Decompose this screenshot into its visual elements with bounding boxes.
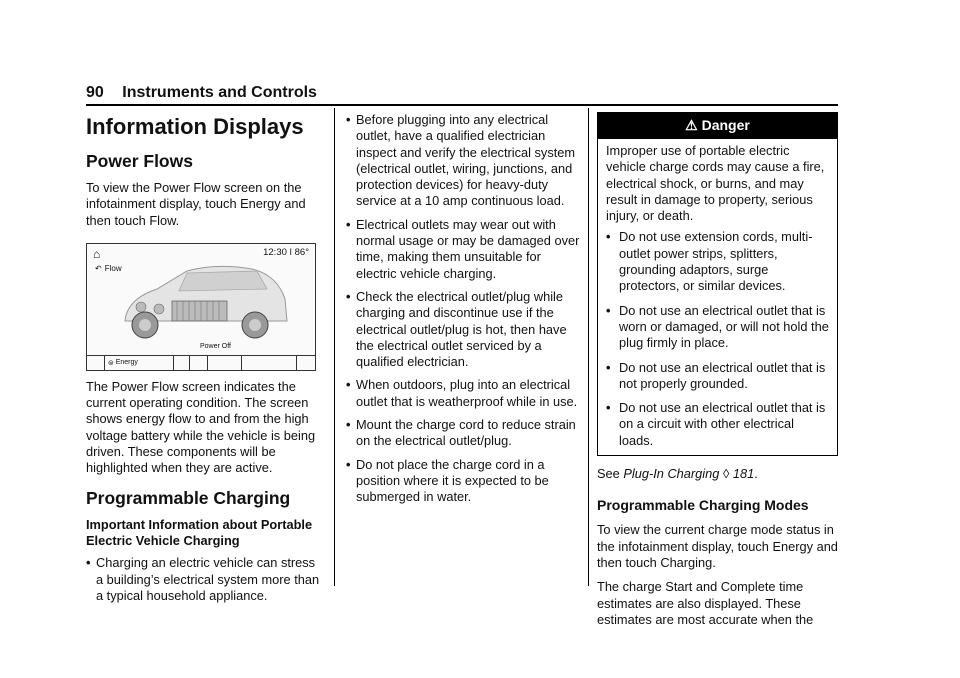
column-1 <box>86 112 324 611</box>
danger-box <box>597 112 838 456</box>
section-title: Instruments and Controls <box>122 84 317 101</box>
list-item: • Do not place the charge cord in a position where it is expected to be submerged in water. <box>346 457 584 506</box>
charging-bullets-continued <box>346 112 584 506</box>
page-ref-icon: ◊ <box>722 466 730 482</box>
danger-title: Danger <box>701 117 750 133</box>
list-item: • Do not use an electrical outlet that is on a circuit with other electrical loads. <box>606 400 831 449</box>
energy-label: Energy <box>115 359 138 367</box>
list-item: • Check the electrical outlet/plug while charging and discontinue use if the electrical outlet/plug is hot, then have the electrical outlet serviced by a qualified electrician. <box>346 289 584 370</box>
list-item: • Do not use an electrical outlet that is not properly grounded. <box>606 360 831 393</box>
column-3 <box>597 112 838 628</box>
see-suffix: . <box>754 466 758 482</box>
danger-header <box>598 113 837 139</box>
energy-icon: ⊜ <box>107 359 114 367</box>
power-off-label: Power Off <box>200 342 231 350</box>
see-page-number[interactable]: 181 <box>732 466 755 482</box>
plug-in-charging-link[interactable]: Plug-In Charging <box>623 466 720 482</box>
heading-programmable-charging-modes: Programmable Charging Modes <box>597 497 809 514</box>
heading-programmable-charging: Programmable Charging <box>86 487 291 508</box>
list-item: • Electrical outlets may wear out with normal usage or may be damaged over time, making them unsuitable for electric vehicle charging. <box>346 217 584 282</box>
column-2 <box>346 112 584 513</box>
charge-estimates-paragraph: The charge Start and Complete time estimates are also displayed. These estimates are most accurate when the <box>597 579 814 627</box>
heading-information-displays: Information Displays <box>86 114 304 139</box>
list-item: • When outdoors, plug into an electrical outlet that is weatherproof while in use. <box>346 377 584 410</box>
heading-power-flows: Power Flows <box>86 151 193 171</box>
see-reference <box>597 466 838 482</box>
screen-bottom-bar <box>87 355 315 370</box>
page-header <box>86 84 317 102</box>
list-item: • Do not use an electrical outlet that is worn or damaged, or will not hold the plug firmly in place. <box>606 303 831 352</box>
power-flow-screen-figure <box>86 243 316 371</box>
header-rule <box>86 104 838 106</box>
charge-mode-paragraph: To view the current charge mode status in the infotainment display, touch Energy and then touch Charging. <box>597 522 838 570</box>
danger-bullets <box>606 229 831 449</box>
charging-bullets <box>86 555 324 604</box>
clock-temp-readout: 12:30 ǀ 86° <box>263 246 309 258</box>
back-arrow-icon: ↶ <box>95 263 102 273</box>
see-prefix: See <box>597 466 620 482</box>
danger-body <box>598 139 837 455</box>
flow-label: Flow <box>104 263 122 273</box>
warning-triangle-icon: ⚠ <box>685 117 698 133</box>
home-icon: ⌂ <box>93 246 101 261</box>
energy-tab <box>105 356 174 370</box>
list-item: • Before plugging into any electrical outlet, have a qualified electrician inspect and verify the electrical system (electrical outlet, wiring, junctions, and protection devices) for heavy-duty service at a 10 amp continuous load. <box>346 112 584 210</box>
power-flow-description: The Power Flow screen indicates the current operating condition. The screen shows energy flow to and from the high voltage battery while the vehicle is being driven. These components will be highlighted when they are active. <box>86 378 316 476</box>
list-item: • Do not use extension cords, multi-outlet power strips, splitters, grounding adaptors, surge protectors, or similar devices. <box>606 229 831 294</box>
danger-text: Improper use of portable electric vehicle charge cords may cause a fire, electrical shock, or burns, and may result in damage to property, serious injury, or death. <box>606 143 825 224</box>
car-illustration <box>117 259 292 347</box>
list-item: • Mount the charge cord to reduce strain on the electrical outlet/plug. <box>346 417 584 450</box>
page-number: 90 <box>86 84 104 101</box>
power-flow-intro: To view the Power Flow screen on the infotainment display, touch Energy and then touch Flow. <box>86 180 306 228</box>
important-info-heading: Important Information about Portable Electric Vehicle Charging <box>86 516 313 548</box>
list-item: • Charging an electric vehicle can stress a building’s electrical system more than a typical household appliance. <box>86 555 324 604</box>
column-divider <box>334 108 335 586</box>
column-divider <box>588 108 589 586</box>
